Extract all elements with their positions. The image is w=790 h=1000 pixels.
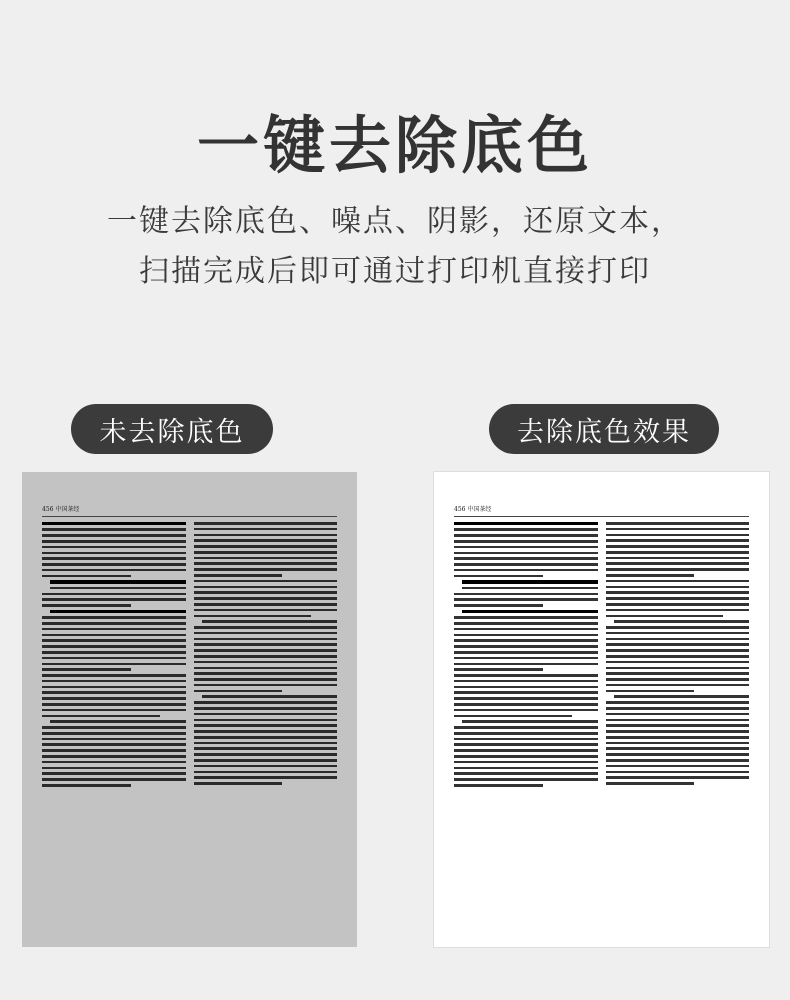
text-line [462, 720, 598, 723]
text-line [606, 597, 750, 600]
text-line [42, 749, 186, 752]
text-line [194, 626, 338, 629]
text-line [454, 784, 543, 787]
text-line [454, 767, 598, 770]
text-line [194, 586, 338, 589]
text-line [194, 643, 338, 646]
text-line [42, 598, 186, 601]
text-line [606, 782, 695, 785]
text-line [454, 668, 543, 671]
text-line [454, 761, 598, 764]
text-line [454, 651, 598, 654]
text-line [194, 747, 338, 750]
text-line [42, 703, 186, 706]
text-line [454, 663, 598, 666]
text-line [606, 724, 750, 727]
text-line [42, 628, 186, 631]
text-line [194, 580, 338, 583]
text-line [606, 586, 750, 589]
text-line [606, 736, 750, 739]
text-line [42, 575, 131, 578]
after-label: 去除底色效果 [517, 416, 691, 448]
document-after-image [434, 472, 769, 947]
text-line [42, 557, 186, 560]
text-line [606, 719, 750, 722]
text-line [462, 587, 598, 590]
page-header: 456 中国茶经 [454, 504, 749, 517]
text-line [194, 684, 338, 687]
text-line [42, 616, 186, 619]
text-line [194, 551, 338, 554]
text-column-left [454, 522, 598, 925]
text-line [606, 574, 695, 577]
text-line [42, 657, 186, 660]
text-line [194, 678, 338, 681]
text-line [42, 540, 186, 543]
text-line [42, 663, 186, 666]
text-line [42, 645, 186, 648]
text-line [454, 743, 598, 746]
text-line [42, 651, 186, 654]
text-line [606, 765, 750, 768]
text-line [454, 772, 598, 775]
text-line [194, 730, 338, 733]
text-line [454, 709, 598, 712]
text-line [606, 747, 750, 750]
text-line [42, 767, 186, 770]
text-line [194, 539, 338, 542]
text-line [194, 736, 338, 739]
text-line [50, 720, 186, 723]
text-line [454, 634, 598, 637]
text-line [454, 546, 598, 549]
text-line [194, 765, 338, 768]
text-line [454, 598, 598, 601]
text-line [454, 657, 598, 660]
text-line [606, 551, 750, 554]
text-line [454, 732, 598, 735]
text-line [606, 626, 750, 629]
subtitle-line-1: 一键去除底色、噪点、阴影，还原文本， [107, 204, 683, 239]
after-label-pill [489, 404, 719, 454]
text-line [42, 691, 186, 694]
text-line [454, 749, 598, 752]
text-line [50, 587, 186, 590]
text-line [50, 580, 186, 583]
text-line [194, 753, 338, 756]
text-line [454, 703, 598, 706]
text-line [606, 568, 750, 571]
text-line [454, 616, 598, 619]
text-line [606, 661, 750, 664]
text-line [194, 522, 338, 525]
text-line [194, 591, 338, 594]
text-line [194, 609, 338, 612]
text-line [42, 569, 186, 572]
text-line [42, 528, 186, 531]
text-line [194, 713, 338, 716]
page-text-block [454, 522, 749, 925]
text-line [194, 568, 338, 571]
text-line [606, 649, 750, 652]
main-title: 一键去除底色 [196, 109, 593, 182]
text-line [42, 715, 160, 718]
text-line [42, 622, 186, 625]
text-line [614, 620, 750, 623]
text-line [614, 695, 750, 698]
text-line [454, 778, 598, 781]
text-line [454, 593, 598, 596]
before-label: 未去除底色 [99, 416, 245, 448]
text-line [454, 622, 598, 625]
text-line [606, 643, 750, 646]
text-line [194, 649, 338, 652]
text-line [606, 655, 750, 658]
text-line [454, 534, 598, 537]
text-line [606, 753, 750, 756]
text-line [194, 615, 312, 618]
text-line [606, 776, 750, 779]
text-line [42, 697, 186, 700]
text-line [454, 628, 598, 631]
text-line [454, 691, 598, 694]
text-line [42, 761, 186, 764]
text-line [42, 755, 186, 758]
text-line [606, 522, 750, 525]
text-line [42, 778, 186, 781]
text-line [454, 645, 598, 648]
text-line [194, 690, 283, 693]
text-line [194, 707, 338, 710]
text-line [454, 738, 598, 741]
text-line [454, 575, 543, 578]
text-line [42, 686, 186, 689]
text-line [606, 539, 750, 542]
text-line [454, 680, 598, 683]
text-line [606, 557, 750, 560]
text-line [606, 707, 750, 710]
text-line [454, 557, 598, 560]
text-line [42, 743, 186, 746]
text-column-right [606, 522, 750, 925]
text-line [194, 776, 338, 779]
text-line [202, 695, 338, 698]
text-line [194, 701, 338, 704]
text-line [606, 742, 750, 745]
text-column-right [194, 522, 338, 925]
text-line [42, 522, 186, 525]
text-line [42, 772, 186, 775]
text-line [606, 771, 750, 774]
document-before-image [22, 472, 357, 947]
text-line [606, 701, 750, 704]
text-line [42, 546, 186, 549]
text-line [606, 667, 750, 670]
text-line [454, 522, 598, 525]
text-line [42, 634, 186, 637]
text-line [194, 655, 338, 658]
text-line [194, 782, 283, 785]
text-line [194, 672, 338, 675]
text-line [42, 784, 131, 787]
text-line [454, 715, 572, 718]
text-line [202, 620, 338, 623]
text-line [606, 684, 750, 687]
text-line [462, 580, 598, 583]
text-line [50, 610, 186, 613]
text-line [194, 661, 338, 664]
text-line [194, 562, 338, 565]
text-line [454, 697, 598, 700]
text-line [606, 603, 750, 606]
text-line [42, 738, 186, 741]
text-line [42, 639, 186, 642]
before-label-pill [71, 404, 273, 454]
text-line [606, 672, 750, 675]
text-line [454, 686, 598, 689]
text-line [194, 638, 338, 641]
text-line [42, 709, 186, 712]
text-line [606, 713, 750, 716]
text-line [194, 771, 338, 774]
text-line [194, 632, 338, 635]
text-line [606, 638, 750, 641]
text-line [454, 755, 598, 758]
text-line [454, 726, 598, 729]
text-line [42, 563, 186, 566]
text-line [194, 742, 338, 745]
text-line [606, 690, 695, 693]
text-line [454, 563, 598, 566]
text-line [454, 528, 598, 531]
text-line [42, 552, 186, 555]
text-line [42, 674, 186, 677]
text-line [606, 528, 750, 531]
page-text-block [42, 522, 337, 925]
text-line [454, 540, 598, 543]
text-line [194, 534, 338, 537]
text-line [606, 615, 724, 618]
text-line [194, 667, 338, 670]
text-line [454, 569, 598, 572]
text-line [194, 603, 338, 606]
text-line [462, 610, 598, 613]
text-line [42, 726, 186, 729]
text-line [606, 730, 750, 733]
text-line [194, 528, 338, 531]
text-line [606, 545, 750, 548]
subtitle-line-2: 扫描完成后即可通过打印机直接打印 [139, 254, 651, 289]
text-line [606, 591, 750, 594]
text-line [42, 534, 186, 537]
text-line [194, 574, 283, 577]
text-line [606, 534, 750, 537]
page-header: 456 中国茶经 [42, 504, 337, 517]
text-line [42, 732, 186, 735]
text-line [454, 674, 598, 677]
text-line [454, 604, 543, 607]
text-line [606, 678, 750, 681]
text-line [42, 593, 186, 596]
text-line [606, 759, 750, 762]
text-line [194, 545, 338, 548]
text-line [42, 680, 186, 683]
text-line [606, 609, 750, 612]
text-line [194, 719, 338, 722]
text-line [194, 597, 338, 600]
text-line [606, 580, 750, 583]
text-line [42, 604, 131, 607]
text-line [606, 632, 750, 635]
text-line [194, 724, 338, 727]
text-line [606, 562, 750, 565]
text-line [454, 552, 598, 555]
text-line [194, 759, 338, 762]
text-line [194, 557, 338, 560]
text-line [454, 639, 598, 642]
text-line [42, 668, 131, 671]
text-column-left [42, 522, 186, 925]
